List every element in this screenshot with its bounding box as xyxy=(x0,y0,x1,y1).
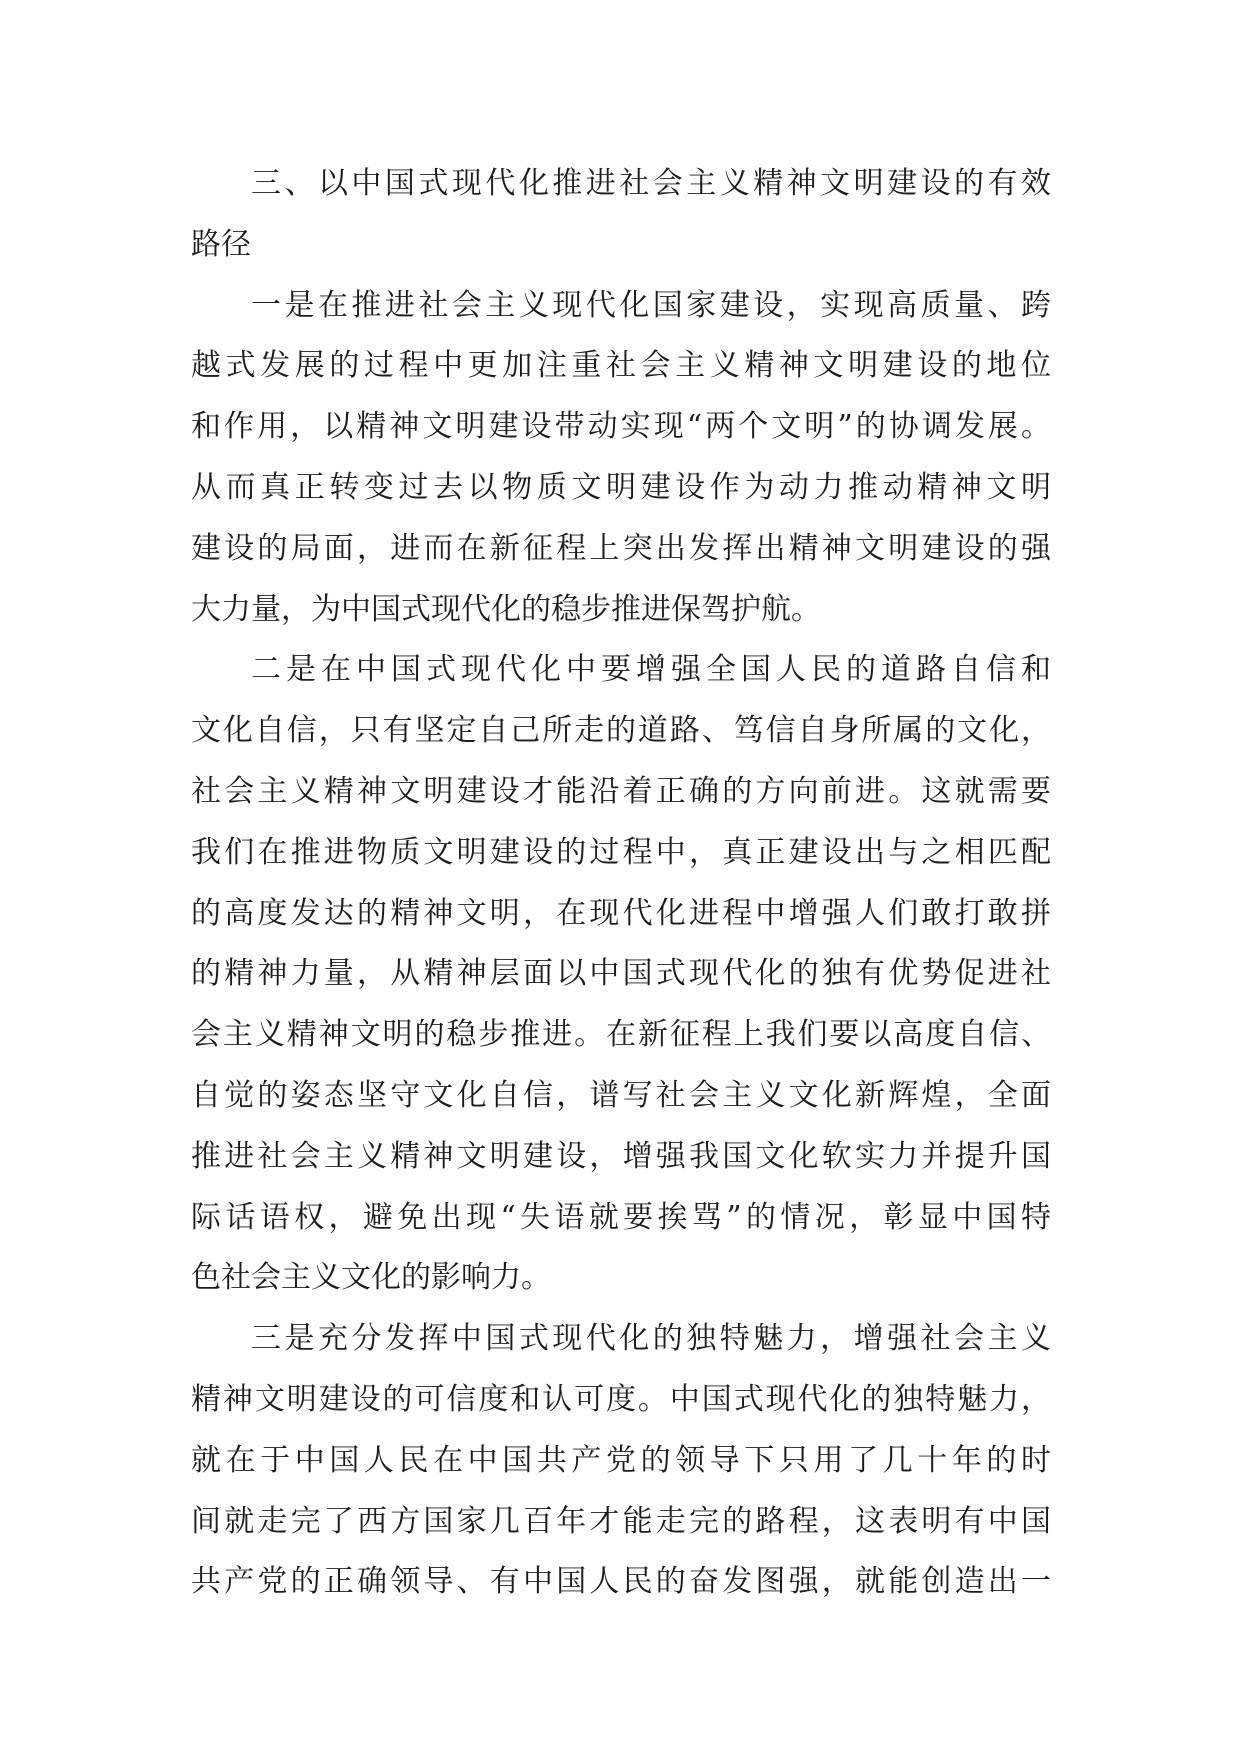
text-line: 推进社会主义精神文明建设，增强我国文化软实力并提升国 xyxy=(191,1138,1051,1174)
text-line: 建设的局面，进而在新征程上突出发挥出精神文明建设的强 xyxy=(191,530,1051,566)
text-line: 的高度发达的精神文明，在现代化进程中增强人们敢打敢拼 xyxy=(191,895,1051,931)
text-line: 越式发展的过程中更加注重社会主义精神文明建设的地位 xyxy=(191,348,1051,384)
text-line: 文化自信，只有坚定自己所走的道路、笃信自身所属的文化， xyxy=(191,713,1051,749)
text-line: 的精神力量，从精神层面以中国式现代化的独有优势促进社 xyxy=(191,956,1051,992)
section-heading xyxy=(191,154,1051,276)
text-line: 间就走完了西方国家几百年才能走完的路程，这表明有中国 xyxy=(191,1503,1051,1539)
paragraph xyxy=(191,1309,1051,1613)
text-line: 共产党的正确领导、有中国人民的奋发图强，就能创造出一 xyxy=(191,1564,1051,1600)
text-line: 我们在推进物质文明建设的过程中，真正建设出与之相匹配 xyxy=(191,834,1051,870)
text-line: 从而真正转变过去以物质文明建设作为动力推动精神文明 xyxy=(191,469,1051,505)
text-line: 一是在推进社会主义现代化国家建设，实现高质量、跨 xyxy=(251,287,1051,323)
text-line: 社会主义精神文明建设才能沿着正确的方向前进。这就需要 xyxy=(191,773,1051,809)
paragraph xyxy=(191,276,1051,641)
text-line: 精神文明建设的可信度和认可度。中国式现代化的独特魅力， xyxy=(191,1381,1051,1417)
text-line: 会主义精神文明的稳步推进。在新征程上我们要以高度自信、 xyxy=(191,1017,1051,1053)
text-line: 大力量，为中国式现代化的稳步推进保驾护航。 xyxy=(191,591,821,627)
text-line: 三、以中国式现代化推进社会主义精神文明建设的有效 xyxy=(251,166,1051,201)
text-line: 三是充分发挥中国式现代化的独特魅力，增强社会主义 xyxy=(251,1321,1051,1357)
text-line: 自觉的姿态坚守文化自信，谱写社会主义文化新辉煌，全面 xyxy=(191,1077,1051,1113)
text-line: 就在于中国人民在中国共产党的领导下只用了几十年的时 xyxy=(191,1442,1051,1478)
paragraph xyxy=(191,640,1051,1309)
text-line: 和作用，以精神文明建设带动实现“两个文明”的协调发展。 xyxy=(191,409,1051,445)
text-line: 际话语权，避免出现“失语就要挨骂”的情况，彰显中国特 xyxy=(191,1199,1051,1235)
text-line: 路径 xyxy=(191,226,251,262)
text-line: 二是在中国式现代化中要增强全国人民的道路自信和 xyxy=(251,652,1051,688)
text-line: 色社会主义文化的影响力。 xyxy=(191,1260,551,1296)
document-body xyxy=(191,154,1051,1613)
